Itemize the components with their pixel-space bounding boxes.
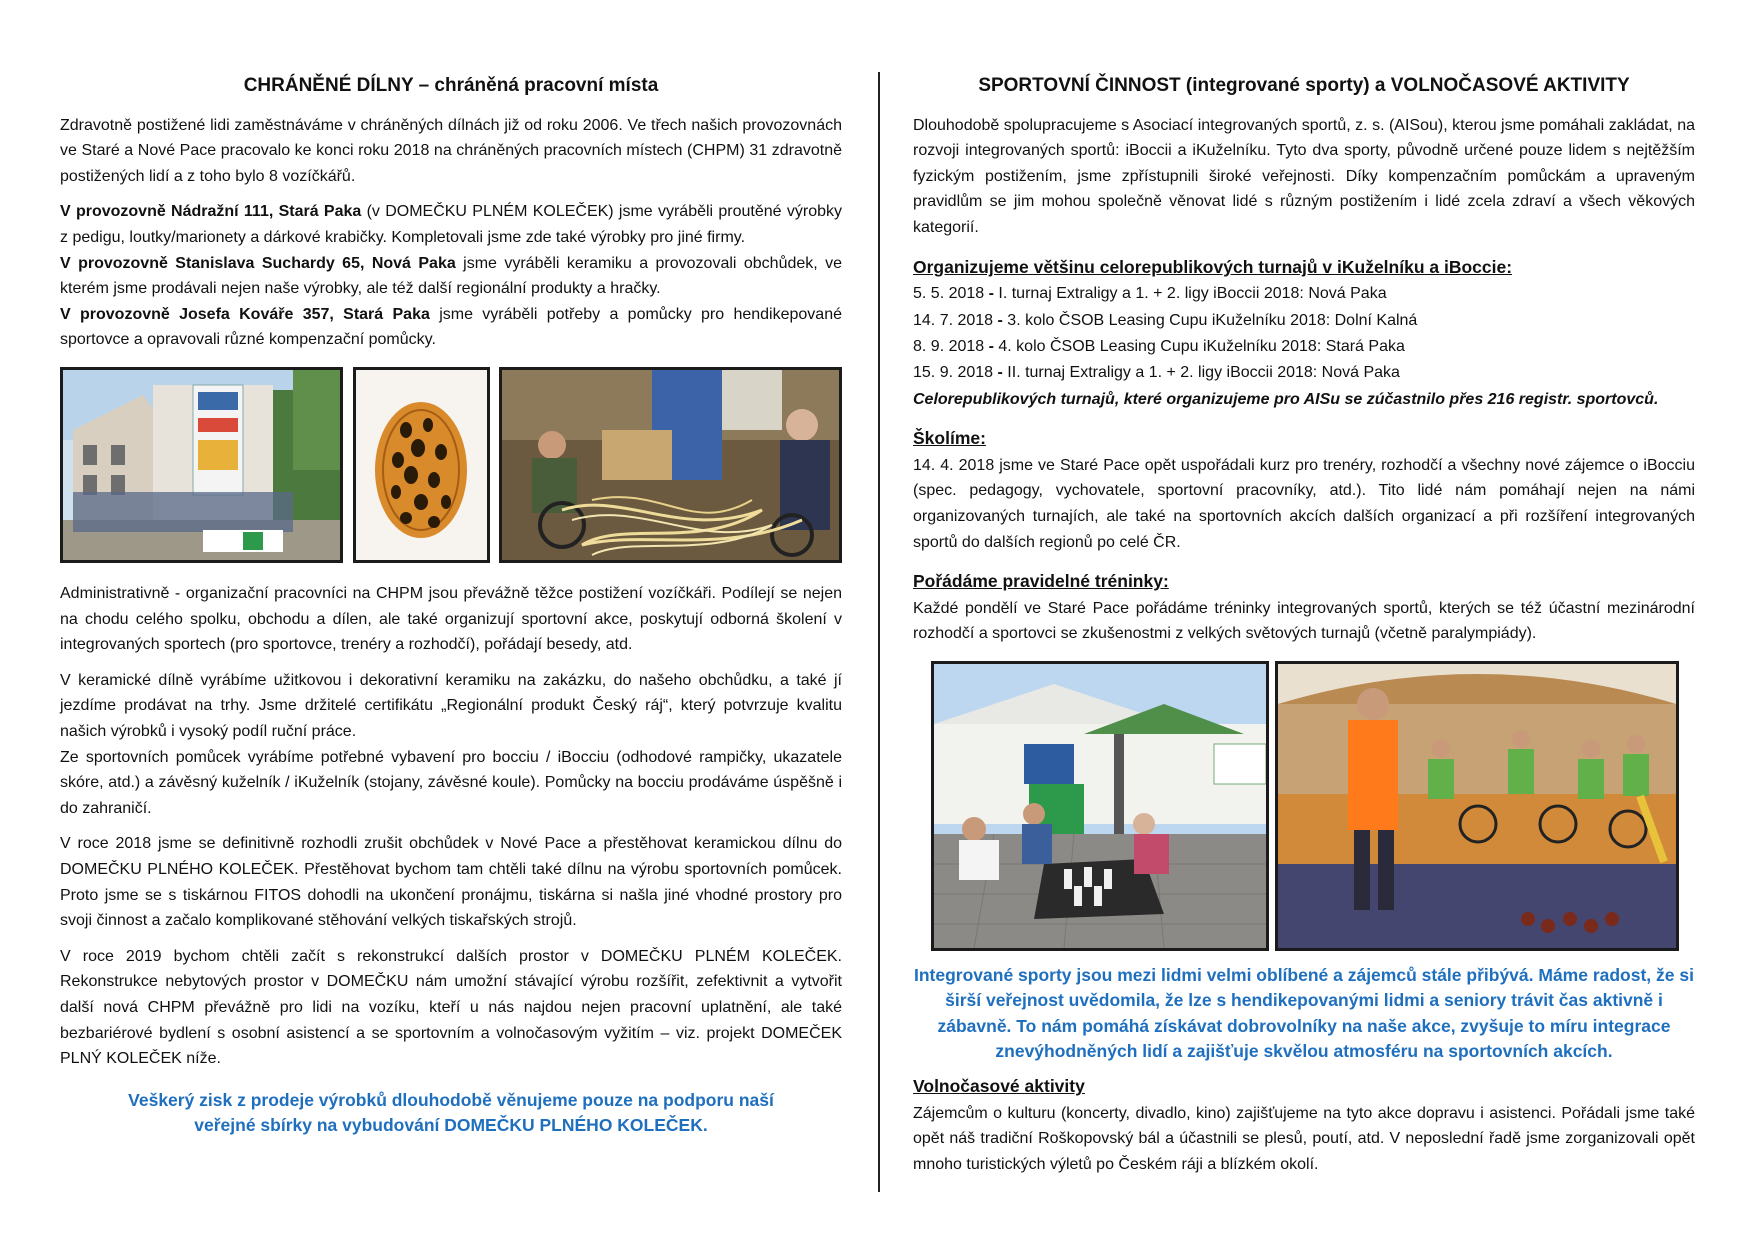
training-heading: Školíme: — [913, 428, 986, 449]
workshop-photos — [60, 367, 842, 567]
tournament-date: 14. 7. 2018 — [913, 311, 994, 329]
site3-paragraph — [60, 302, 842, 353]
year-2018-paragraph: V roce 2018 jsme se definitivně rozhodli zrušit obchůdek v Nové Pace a přestěhovat keramickou dílnu do DOMEČKU PLNÉHO KOLEČEK. Přestěhovat bychom tam chtěli také dílnu na výrobu sportovních pomůcek. Proto jsme se s tiskárnou FITOS dohodli na ukončení pronájmu, tiskárna si našla jiné vhodné prostory pro svoji činnost a začalo komplikované stěhování velkých tiskařských strojů. — [60, 835, 842, 930]
tournament-text: II. turnaj Extraligy a 1. + 2. ligy iBoccii 2018: Nová Paka — [1007, 364, 1400, 382]
site2-text: jsme vyráběli keramiku a provozovali obchůdek, ve kterém jsme prodávali nejen naše výrobky, ale též další regionální produkty a hračky. — [60, 254, 843, 298]
site2-name: V provozovně Stanislava Suchardy 65, Nová Paka — [60, 254, 456, 272]
wicker-workshop-image — [502, 370, 839, 560]
ceramic-paragraph: V keramické dílně vyrábíme užitkovou i dekorativní keramiku na zakázku, do našeho obchůdku, a také jí jezdíme prodávat na trhy. Jsme držitelé certifikátu „Regionální produkt Český ráj“, který potvrzuje kvalitu našich výrobků i vysoký podíl ruční práce. — [60, 671, 842, 740]
left-highlight: Veškerý zisk z prodeje výrobků dlouhodobě věnujeme pouze na podporu naší veřejné sbírky na vybudování DOMEČKU PLNÉHO KOLEČEK. — [128, 1089, 774, 1136]
tournament-text: 3. kolo ČSOB Leasing Cupu iKuželníku 2018: Dolní Kalná — [1007, 311, 1418, 329]
tournaments-list — [913, 281, 1695, 387]
tournament-date: 15. 9. 2018 — [913, 364, 994, 382]
tournaments-note: Celorepublikových turnajů, které organizujeme pro AISu se zúčastnilo přes 216 registr. sportovců. — [913, 390, 1659, 408]
tournament-separator: - — [993, 311, 1008, 329]
site3-text: jsme vyráběli potřeby a pomůcky pro hendikepované sportovce a opravovali různé kompenzační pomůcky. — [60, 305, 843, 349]
tournament-separator: - — [984, 337, 999, 355]
practice-paragraph: Každé pondělí ve Staré Pace pořádáme tréninky integrovaných sportů, kterých se též účastní mezinárodní rozhodčí a sportovci se zkušenostmi z velkých světových turnajů (včetně paralympiády). — [913, 599, 1695, 643]
year-2019-paragraph: V roce 2019 bychom chtěli začít s rekonstrukcí dalších prostor v DOMEČKU PLNÉM KOLEČEK. Rekonstrukce nebytových prostor v DOMEČKU nám umožní stávající výrobu rozšířit, zefektivnit a vytvořit další nová CHPM převážně pro lidi na vozíku, kteří u nás najdou nejen pracovní uplatnění, ale také bezbariérové bydlení s osobní asistencí a se sportovním a volnočasovým vyžitím – viz. projekt DOMEČEK PLNÝ KOLEČEK níže. — [60, 947, 842, 1068]
list-item — [913, 360, 1695, 386]
site1-name: V provozovně Nádražní 111, Stará Paka — [60, 203, 362, 221]
column-divider — [878, 72, 880, 1192]
indoor-boccia-photo — [1275, 661, 1679, 951]
list-item — [913, 334, 1695, 360]
building-photo — [60, 367, 343, 563]
tournament-separator: - — [984, 285, 999, 303]
list-item — [913, 281, 1695, 307]
tournament-date: 8. 9. 2018 — [913, 337, 985, 355]
tournament-text: 4. kolo ČSOB Leasing Cupu iKuželníku 2018: Stará Paka — [998, 337, 1405, 355]
tournaments-heading: Organizujeme většinu celorepublikových turnajů v iKuželníku a iBoccie: — [913, 256, 1513, 277]
site1-text: (v DOMEČKU PLNÉM KOLEČEK) jsme vyráběli proutěné výrobky z pedigu, loutky/marionety a dárkové krabičky. Kompletovali jsme zde také výrobky pro jiné firmy. — [60, 203, 842, 247]
site3-name: V provozovně Josefa Kováře 357, Stará Paka — [60, 305, 430, 323]
site1-paragraph — [60, 199, 842, 250]
outdoor-kuzelnik-image — [934, 664, 1266, 948]
building-photo-image — [63, 370, 340, 560]
training-paragraph: 14. 4. 2018 jsme ve Staré Pace opět uspořádali kurz pro trenéry, rozhodčí a všechny nové zájemce o iBocciu (spec. pedagogy, vychovatele, sportovní pracovníky, atd.). Tito lidé nám pomáhají nejen na námi organizovaných turnajích, ale také na sportovních akcích dalších organizací a při rozšíření integrovaných sportů do dalších regionů po celé ČR. — [913, 456, 1695, 551]
left-title: CHRÁNĚNÉ DÍLNY – chráněná pracovní místa — [243, 75, 659, 96]
site2-paragraph — [60, 251, 842, 302]
right-column — [913, 70, 1695, 1188]
leisure-paragraph: Zájemcům o kulturu (koncerty, divadlo, kino) zajišťujeme na tyto akce dopravu i asistenci. Pořádali jsme také opět náš tradiční Roškopovský bál a účastnili se plesů, poutí, atd. V neposlední řadě jsme zorganizovali opět mnoho turistických výletů po Českém ráji a blízkém okolí. — [913, 1104, 1695, 1174]
ceramic-egg-image — [356, 370, 487, 560]
list-item — [913, 308, 1695, 334]
sport-aids-paragraph: Ze sportovních pomůcek vyrábíme potřebné vybavení pro bocciu / iBocciu (odhodové rampičky, ukazatele skóre, atd.) a závěsný kuželník / iKuželník (stojany, závěsné koule). Pomůcky na bocciu prodáváme úspěšně i do zahraničí. — [60, 748, 842, 817]
sport-photos — [913, 661, 1695, 955]
practice-heading: Pořádáme pravidelné tréninky: — [913, 571, 1169, 592]
right-highlight: Integrované sporty jsou mezi lidmi velmi oblíbené a zájemců stále přibývá. Máme radost, že si širší veřejnost uvědomila, že lze s hendikepovanými lidmi a seniory trávit čas aktivně i zábavně. To nám pomáhá získávat dobrovolníky na naše akce, zvyšuje to míru integrace znevýhodněných lidí a zajišťuje skvělou atmosféru na sportovních akcích. — [914, 964, 1694, 1061]
indoor-boccia-image — [1278, 664, 1676, 948]
tournament-text: I. turnaj Extraligy a 1. + 2. ligy iBoccii 2018: Nová Paka — [998, 285, 1387, 303]
leisure-heading: Volnočasové aktivity — [913, 1076, 1085, 1097]
tournament-date: 5. 5. 2018 — [913, 285, 985, 303]
right-title: SPORTOVNÍ ČINNOST (integrované sporty) a VOLNOČASOVÉ AKTIVITY — [978, 75, 1630, 96]
ceramic-egg-photo — [353, 367, 490, 563]
tournament-separator: - — [993, 364, 1008, 382]
admin-paragraph: Administrativně - organizační pracovníci na CHPM jsou převážně těžce postižení vozíčkáři. Podílejí se nejen na chodu celého spolku, obchodu a dílen, ale také organizují sportovní akce, poskytují odborná školení v integrovaných sportech (pro sportovce, trenéry a rozhodčí), pořádají besedy, atd. — [60, 585, 842, 654]
left-column — [60, 70, 842, 1138]
left-intro-paragraph: Zdravotně postižené lidi zaměstnáváme v chráněných dílnách již od roku 2006. Ve třech našich provozovnách ve Staré a Nové Pace pracovalo ke konci roku 2018 na chráněných pracovních místech (CHPM) 31 zdravotně postižených lidí a z toho bylo 8 vozíčkářů. — [60, 116, 842, 185]
right-intro-paragraph: Dlouhodobě spolupracujeme s Asociací integrovaných sportů, z. s. (AISou), kterou jsme pomáhali zakládat, na rozvoji integrovaných sportů: iBoccii a iKuželníku. Tyto dva sporty, původně určené pouze lidem s nejtěžším fyzickým postižením, jsme zpřístupnili široké veřejnosti. Díky kompenzačním pomůckám a upraveným pravidlům se jim mohou společně věnovat lidé s různým postižením i lidé zcela zdraví a všech věkových kategorií. — [913, 116, 1695, 237]
wicker-workshop-photo — [499, 367, 842, 563]
outdoor-kuzelnik-photo — [931, 661, 1269, 951]
